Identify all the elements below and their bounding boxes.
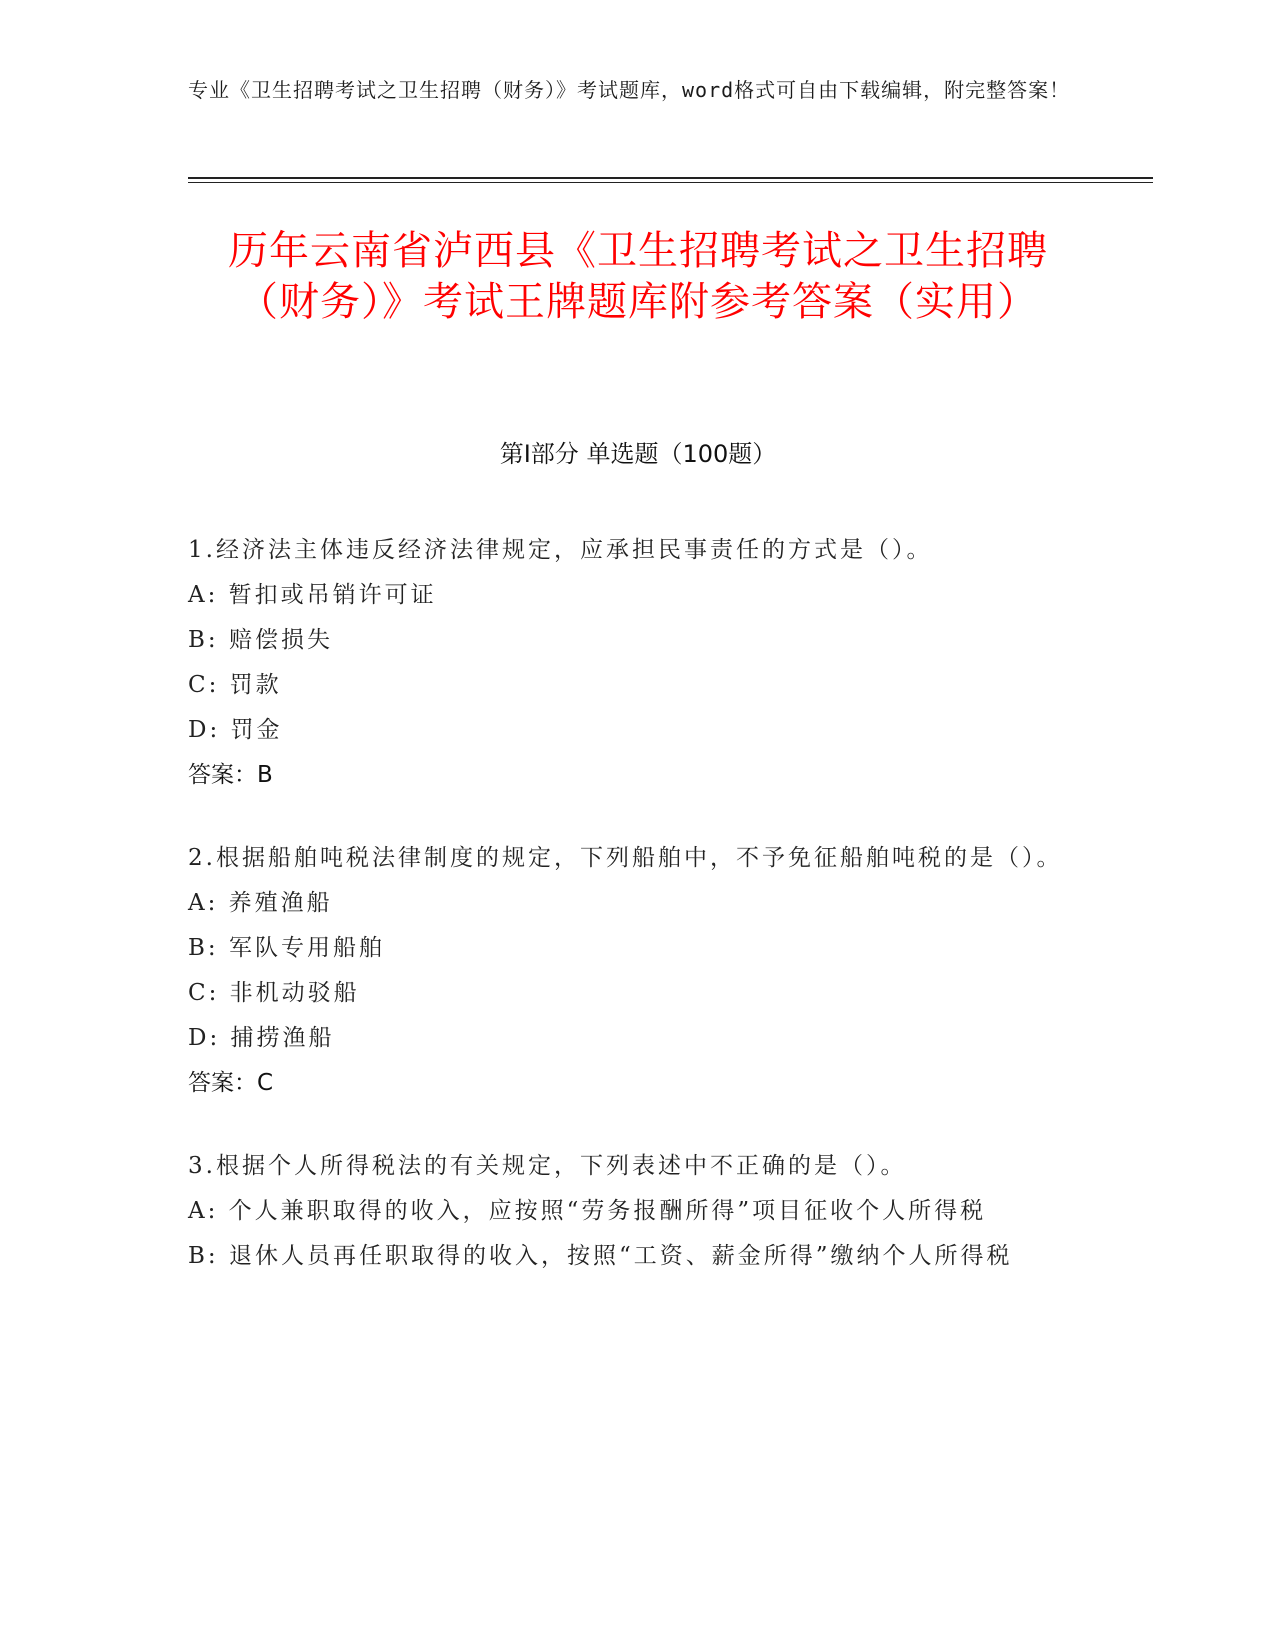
question-list: [188, 528, 1078, 1317]
section-title: 第Ⅰ部分 单选题（100题）: [499, 440, 777, 468]
option-a: A: 个人兼职取得的收入，应按照“劳务报酬所得”项目征收个人所得税: [188, 1198, 987, 1224]
question-1: [188, 528, 1078, 798]
question-2: [188, 836, 1078, 1106]
question-3: [188, 1144, 1078, 1279]
option-b: B: 退休人员再任职取得的收入，按照“工资、薪金所得”缴纳个人所得税: [188, 1243, 1013, 1269]
answer: 答案：B: [188, 762, 273, 788]
option-d: D: 捕捞渔船: [188, 1025, 335, 1051]
option-b: B: 赔偿损失: [188, 627, 333, 653]
question-stem: 1.经济法主体违反经济法律规定，应承担民事责任的方式是（）。: [188, 537, 933, 563]
option-a: A: 暂扣或吊销许可证: [188, 582, 437, 608]
option-b: B: 军队专用船舶: [188, 935, 385, 961]
question-stem: 2.根据船舶吨税法律制度的规定，下列船舶中，不予免征船舶吨税的是（）。: [188, 845, 1063, 871]
document-title: 历年云南省泸西县《卫生招聘考试之卫生招聘（财务）》考试王牌题库附参考答案（实用）: [228, 228, 1048, 325]
option-c: C: 非机动驳船: [188, 980, 360, 1006]
option-d: D: 罚金: [188, 717, 283, 743]
header-divider-thin: [188, 182, 1153, 183]
option-c: C: 罚款: [188, 672, 282, 698]
header-note: 专业《卫生招聘考试之卫生招聘（财务）》考试题库，word格式可自由下载编辑，附完整答案！: [188, 78, 1071, 102]
answer: 答案：C: [188, 1070, 274, 1096]
header-divider: [188, 177, 1153, 179]
question-stem: 3.根据个人所得税法的有关规定，下列表述中不正确的是（）。: [188, 1153, 907, 1179]
option-a: A: 养殖渔船: [188, 890, 333, 916]
